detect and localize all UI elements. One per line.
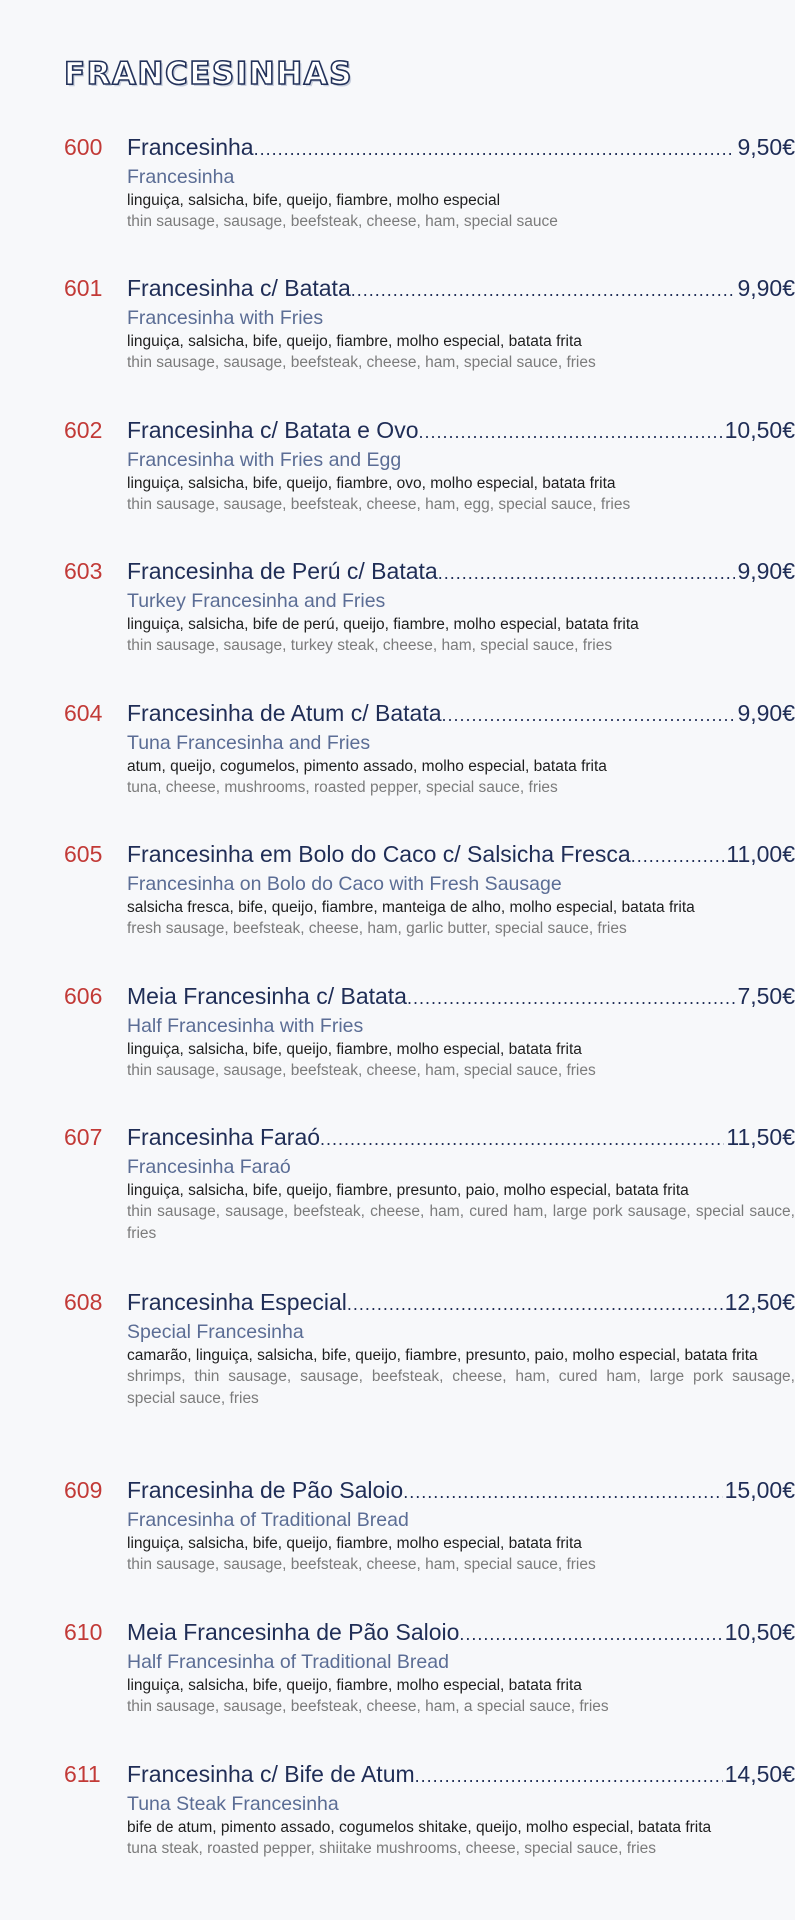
item-title-row — [127, 698, 795, 728]
dot-leader — [419, 417, 723, 445]
item-code: 600 — [64, 134, 103, 160]
item-description-pt: linguiça, salsicha, bife, queijo, fiambre, molho especial, batata frita — [127, 1041, 582, 1058]
item-price: 9,50€ — [737, 134, 795, 160]
item-name: Francesinha de Atum c/ Batata — [127, 700, 442, 726]
item-name: Francesinha c/ Batata — [127, 275, 351, 301]
item-description-en: thin sausage, sausage, beefsteak, cheese, ham, special sauce — [127, 213, 558, 230]
item-english-name: Tuna Francesinha and Fries — [127, 732, 371, 754]
item-english-name: Tuna Steak Francesinha — [127, 1793, 339, 1815]
dot-leader — [438, 558, 736, 586]
item-description-pt: linguiça, salsicha, bife, queijo, fiambre, ovo, molho especial, batata frita — [127, 475, 616, 492]
item-code: 603 — [64, 558, 103, 584]
item-description-pt: linguiça, salsicha, bife, queijo, fiambre, molho especial, batata frita — [127, 1677, 582, 1694]
item-name: Francesinha em Bolo do Caco c/ Salsicha Fresca — [127, 841, 631, 867]
item-name: Meia Francesinha c/ Batata — [127, 983, 407, 1009]
item-english-name: Francesinha with Fries and Egg — [127, 449, 402, 471]
item-description-en: thin sausage, sausage, beefsteak, cheese, ham, special sauce, fries — [127, 1062, 596, 1079]
item-description-pt: linguiça, salsicha, bife, queijo, fiambre, presunto, paio, molho especial, batata frita — [127, 1182, 689, 1199]
item-code: 610 — [64, 1619, 103, 1645]
item-price: 7,50€ — [737, 983, 795, 1009]
item-code: 602 — [64, 417, 103, 443]
item-title-row — [127, 1617, 795, 1647]
item-title-row — [127, 273, 795, 303]
item-name: Francesinha c/ Batata e Ovo — [127, 417, 419, 443]
item-name: Meia Francesinha de Pão Saloio — [127, 1619, 460, 1645]
item-description-en: thin sausage, sausage, beefsteak, cheese, ham, a special sauce, fries — [127, 1698, 609, 1715]
item-english-name: Half Francesinha of Traditional Bread — [127, 1651, 449, 1673]
item-description-pt: linguiça, salsicha, bife de perú, queijo, fiambre, molho especial, batata frita — [127, 616, 639, 633]
dot-leader — [320, 1124, 724, 1152]
item-english-name: Turkey Francesinha and Fries — [127, 590, 386, 612]
item-description-pt: linguiça, salsicha, bife, queijo, fiambre, molho especial, batata frita — [127, 1535, 582, 1552]
item-price: 11,50€ — [726, 1124, 795, 1150]
item-price: 9,90€ — [737, 275, 795, 301]
item-code: 608 — [64, 1289, 103, 1315]
item-description-pt: linguiça, salsicha, bife, queijo, fiambre, molho especial, batata frita — [127, 333, 582, 350]
item-description-en: thin sausage, sausage, beefsteak, cheese, ham, egg, special sauce, fries — [127, 496, 631, 513]
item-code: 609 — [64, 1477, 103, 1503]
item-description-pt: atum, queijo, cogumelos, pimento assado, molho especial, batata frita — [127, 758, 607, 775]
item-description-en: tuna steak, roasted pepper, shiitake mushrooms, cheese, special sauce, fries — [127, 1840, 657, 1857]
item-price: 10,50€ — [724, 1619, 795, 1645]
item-title-row — [127, 839, 795, 869]
item-name: Francesinha Especial — [127, 1289, 347, 1315]
item-title-row — [127, 981, 795, 1011]
item-price: 12,50€ — [724, 1289, 795, 1315]
item-name: Francesinha — [127, 134, 254, 160]
dot-leader — [351, 275, 736, 303]
dot-leader — [631, 841, 725, 869]
dot-leader — [254, 134, 736, 162]
dot-leader — [442, 700, 736, 728]
item-price: 11,00€ — [726, 841, 795, 867]
item-english-name: Francesinha on Bolo do Caco with Fresh Sausage — [127, 873, 562, 895]
dot-leader — [403, 1477, 722, 1505]
item-description-en: thin sausage, sausage, beefsteak, cheese, ham, special sauce, fries — [127, 1556, 596, 1573]
item-name: Francesinha de Perú c/ Batata — [127, 558, 438, 584]
item-description-en: thin sausage, sausage, beefsteak, cheese, ham, cured ham, large pork sausage, special sauce, fries — [127, 1203, 795, 1242]
section-title: FRANCESINHAS — [64, 56, 353, 92]
item-description-pt: camarão, linguiça, salsicha, bife, queijo, fiambre, presunto, paio, molho especial, batata frita — [127, 1347, 758, 1364]
item-title-row — [127, 132, 795, 162]
item-title-row — [127, 556, 795, 586]
item-name: Francesinha Faraó — [127, 1124, 321, 1150]
item-english-name: Special Francesinha — [127, 1321, 304, 1343]
dot-leader — [459, 1619, 722, 1647]
item-code: 604 — [64, 700, 103, 726]
dot-leader — [415, 1761, 723, 1789]
item-price: 9,90€ — [737, 700, 795, 726]
item-price: 10,50€ — [724, 417, 795, 443]
item-description-en: thin sausage, sausage, turkey steak, cheese, ham, special sauce, fries — [127, 637, 613, 654]
item-name: Francesinha c/ Bife de Atum — [127, 1761, 415, 1787]
item-description-en: tuna, cheese, mushrooms, roasted pepper, special sauce, fries — [127, 779, 558, 796]
item-english-name: Francesinha of Traditional Bread — [127, 1509, 409, 1531]
item-price: 14,50€ — [724, 1761, 795, 1787]
item-description-en: fresh sausage, beefsteak, cheese, ham, garlic butter, special sauce, fries — [127, 920, 627, 937]
item-description-pt: bife de atum, pimento assado, cogumelos shitake, queijo, molho especial, batata frita — [127, 1819, 712, 1836]
item-title-row — [127, 1759, 795, 1789]
item-title-row — [127, 1287, 795, 1317]
item-code: 601 — [64, 275, 103, 301]
item-english-name: Francesinha — [127, 166, 235, 188]
item-english-name: Francesinha with Fries — [127, 307, 324, 329]
item-description-pt: linguiça, salsicha, bife, queijo, fiambre, molho especial — [127, 192, 501, 209]
item-code: 611 — [64, 1761, 101, 1787]
item-description-en: shrimps, thin sausage, sausage, beefsteak, cheese, ham, cured ham, large pork sausage, special sauce, fries — [127, 1368, 795, 1407]
item-name: Francesinha de Pão Saloio — [127, 1477, 404, 1503]
item-description-en: thin sausage, sausage, beefsteak, cheese, ham, special sauce, fries — [127, 354, 596, 371]
item-title-row — [127, 1475, 795, 1505]
item-price: 15,00€ — [724, 1477, 795, 1503]
item-price: 9,90€ — [737, 558, 795, 584]
item-title-row — [127, 1122, 795, 1152]
item-english-name: Francesinha Faraó — [127, 1156, 291, 1178]
dot-leader — [407, 983, 735, 1011]
item-code: 605 — [64, 841, 103, 867]
item-title-row — [127, 415, 795, 445]
item-english-name: Half Francesinha with Fries — [127, 1015, 364, 1037]
item-code: 607 — [64, 1124, 103, 1150]
item-description-pt: salsicha fresca, bife, queijo, fiambre, manteiga de alho, molho especial, batata frita — [127, 899, 695, 916]
item-code: 606 — [64, 983, 103, 1009]
dot-leader — [347, 1289, 723, 1317]
